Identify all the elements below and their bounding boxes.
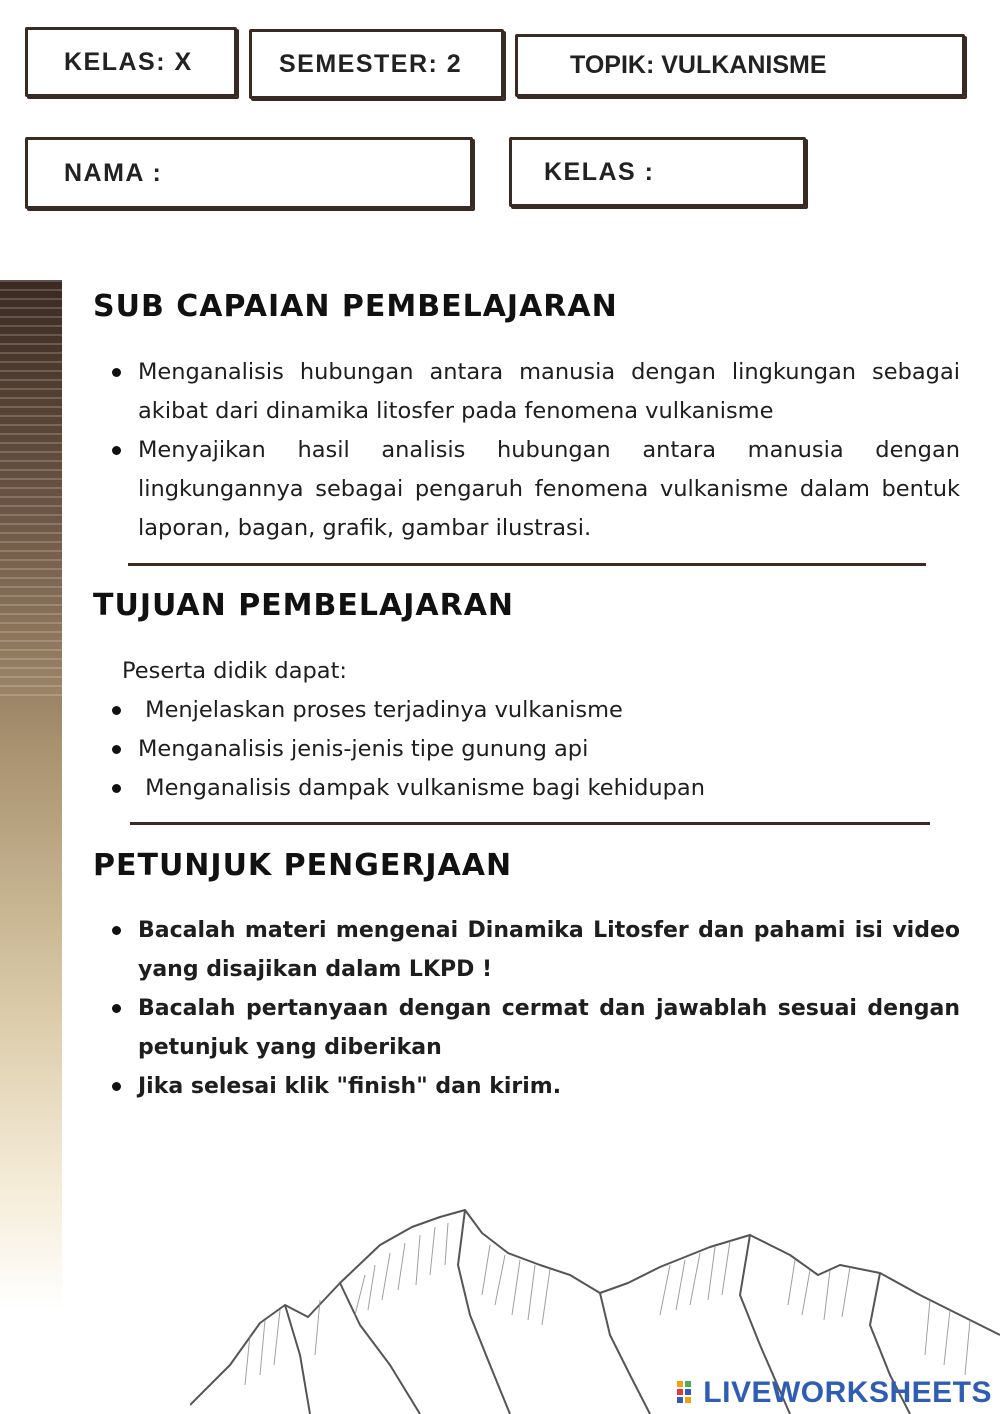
semester-box: [249, 29, 504, 99]
kelas-field-box[interactable]: [509, 137, 806, 207]
list-item: Menganalisis hubungan antara manusia dengan lingkungan sebagai akibat dari dinamika litosfer pada fenomena vulkanisme: [108, 353, 960, 431]
divider: [130, 822, 930, 825]
list-item: Menyajikan hasil analisis hubungan antara manusia dengan lingkungannya sebagai pengaruh fenomena vulkanisme dalam bentuk laporan, bagan, grafik, gambar ilustrasi.: [108, 431, 960, 548]
sub-capaian-title: SUB CAPAIAN PEMBELAJARAN: [93, 289, 618, 324]
kelas-label: KELAS: X: [64, 47, 193, 76]
topik-box: [515, 34, 965, 97]
list-item: Menganalisis jenis-jenis tipe gunung api: [108, 730, 960, 769]
tujuan-list: [108, 691, 960, 808]
list-item: Jika selesai klik "finish" dan kirim.: [108, 1067, 960, 1106]
petunjuk-title: PETUNJUK PENGERJAAN: [93, 848, 513, 883]
sub-capaian-list: [108, 353, 960, 548]
divider: [128, 563, 926, 566]
list-item: Bacalah pertanyaan dengan cermat dan jawablah sesuai dengan petunjuk yang diberikan: [108, 989, 960, 1067]
list-item: Menjelaskan proses terjadinya vulkanisme: [108, 691, 960, 730]
tujuan-title: TUJUAN PEMBELAJARAN: [93, 588, 515, 623]
liveworksheets-logo: [677, 1376, 992, 1410]
liveworksheets-text: LIVEWORKSHEETS: [703, 1376, 992, 1409]
tujuan-intro: Peserta didik dapat:: [122, 658, 347, 684]
nama-label: NAMA :: [64, 158, 163, 187]
topik-label: TOPIK: VULKANISME: [570, 51, 827, 79]
petunjuk-list: [108, 911, 960, 1106]
list-item: Bacalah materi mengenai Dinamika Litosfer dan pahami isi video yang disajikan dalam LKPD !: [108, 911, 960, 989]
kelas-field-label: KELAS :: [544, 157, 655, 186]
decorative-sidebar-stripes: [0, 280, 62, 700]
nama-box[interactable]: [25, 137, 473, 209]
semester-label: SEMESTER: 2: [279, 49, 463, 78]
list-item: Menganalisis dampak vulkanisme bagi kehidupan: [108, 769, 960, 808]
kelas-box: [25, 27, 237, 97]
liveworksheets-logo-icon: [677, 1379, 699, 1407]
